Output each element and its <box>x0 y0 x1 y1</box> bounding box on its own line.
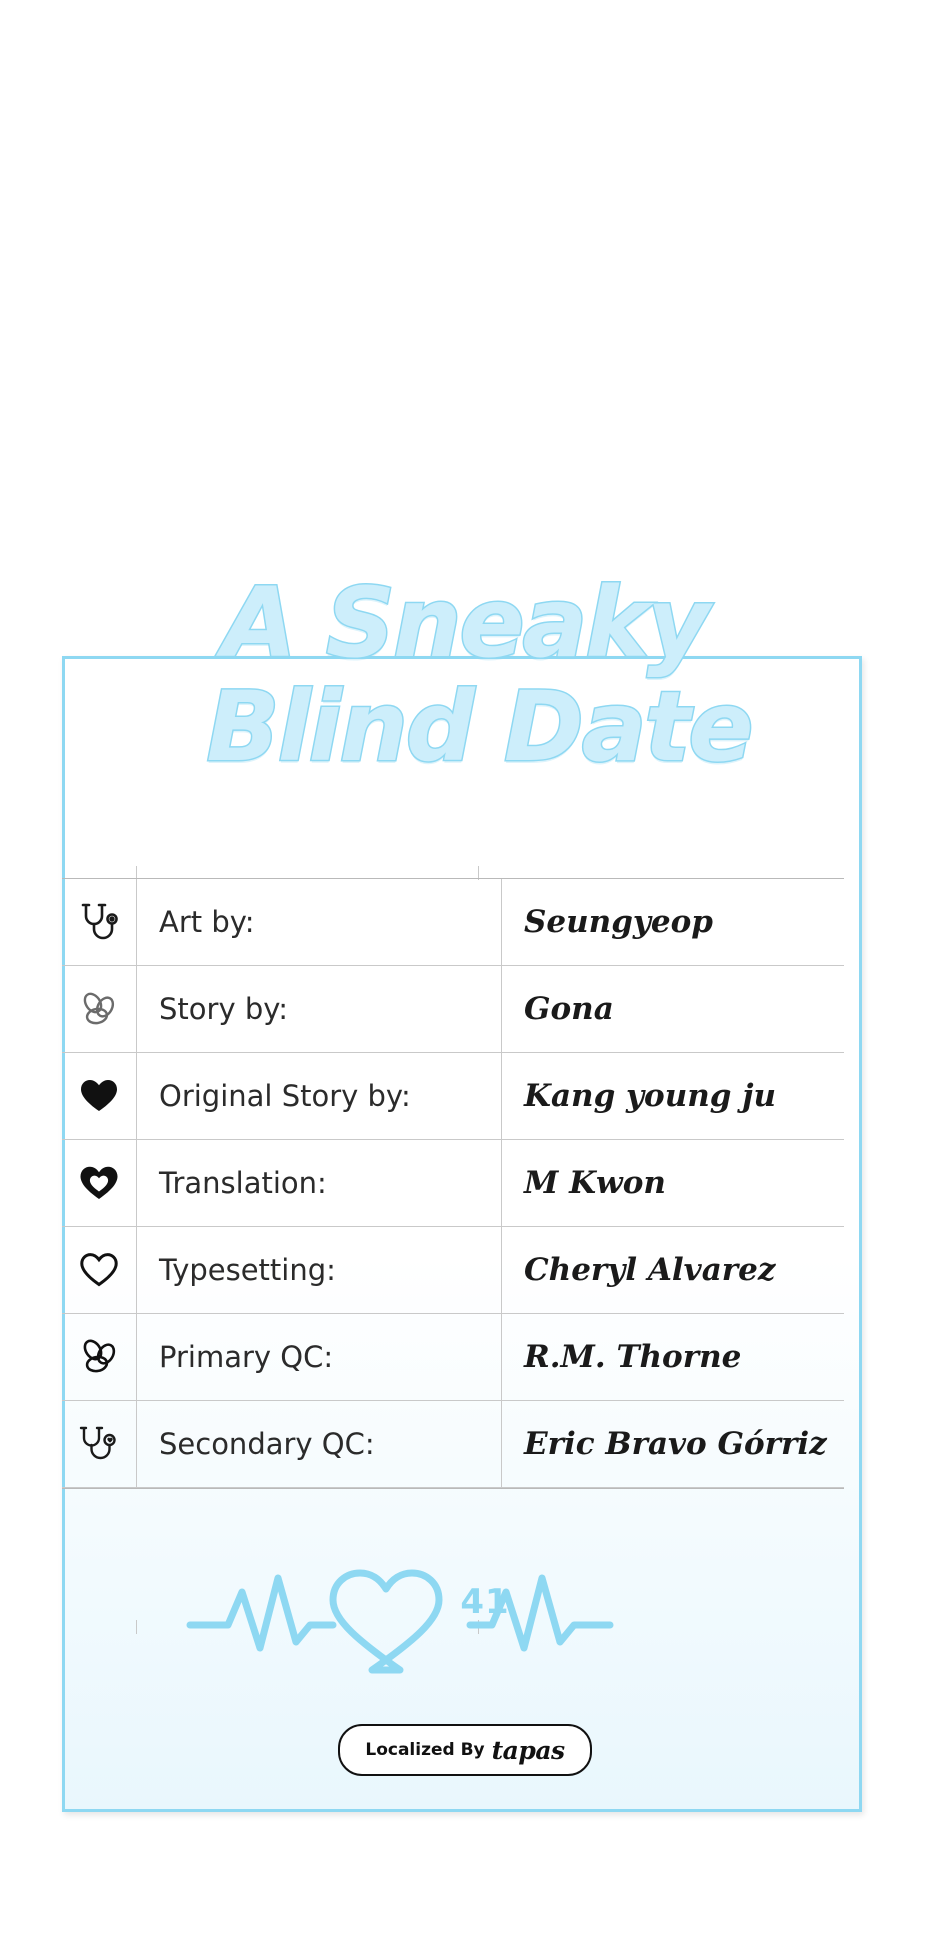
credit-name: M Kwon <box>524 1165 666 1201</box>
title-line-2: Blind Date <box>206 671 752 783</box>
credits-table <box>62 878 844 1489</box>
table-row <box>62 1140 844 1227</box>
credit-name: Cheryl Alvarez <box>524 1252 776 1288</box>
table-row <box>62 1314 844 1401</box>
credit-role: Secondary QC: <box>137 1401 502 1487</box>
tapas-logo: tapas <box>491 1735 565 1765</box>
table-row <box>62 879 844 966</box>
credit-name: Seungyeop <box>524 904 713 940</box>
pills-outline-icon <box>62 1314 137 1400</box>
table-row <box>62 1053 844 1140</box>
credit-role: Typesetting: <box>137 1227 502 1313</box>
credit-name: Eric Bravo Górriz <box>524 1426 827 1462</box>
credit-role: Story by: <box>137 966 502 1052</box>
heart-filled-icon <box>62 1053 137 1139</box>
credit-name: Gona <box>524 991 614 1027</box>
table-bottom-rule <box>62 1488 844 1489</box>
credit-role: Primary QC: <box>137 1314 502 1400</box>
localized-by-label: Localized By <box>365 1740 485 1760</box>
table-row <box>62 1401 844 1488</box>
stethoscope-icon <box>62 879 137 965</box>
heart-outline-icon <box>62 1227 137 1313</box>
episode-number: 41 <box>460 1582 510 1622</box>
credit-name: R.M. Thorne <box>524 1339 742 1375</box>
stethoscope-heart-icon <box>62 1401 137 1487</box>
title-line-1: A Sneaky <box>222 567 708 679</box>
credit-role: Art by: <box>137 879 502 965</box>
heart-in-heart-icon <box>62 1140 137 1226</box>
credit-role: Original Story by: <box>137 1053 502 1139</box>
table-row <box>62 1227 844 1314</box>
tapas-badge <box>338 1724 592 1776</box>
credit-name: Kang young ju <box>524 1078 777 1114</box>
credit-role: Translation: <box>137 1140 502 1226</box>
pills-icon <box>62 966 137 1052</box>
table-row <box>62 966 844 1053</box>
